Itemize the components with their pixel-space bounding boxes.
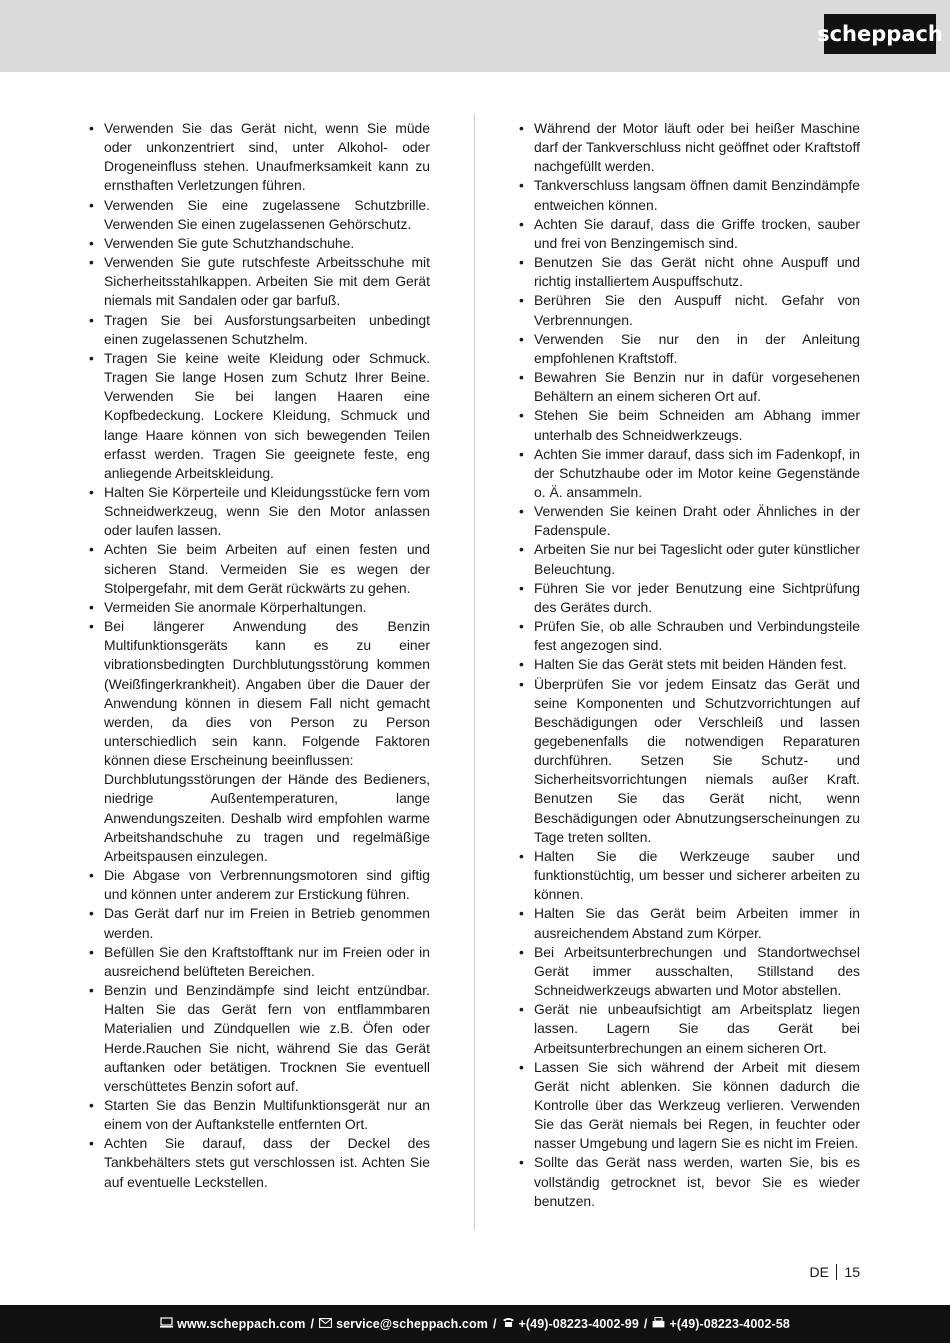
bullet-text: Vermeiden Sie anormale Körperhaltungen. (104, 598, 367, 615)
fax-icon (652, 1317, 665, 1331)
bullet-item (516, 445, 860, 502)
bullet-text: Verwenden Sie das Gerät nicht, wenn Sie müde oder unkonzentriert sind, unter Alkohol- oder Drogeneinfluss stehen. Unaufmerksamkeit kann zu ernsthaften Verletzungen führen. (104, 120, 430, 194)
bullet-text: Verwenden Sie gute Schutzhandschuhe. (104, 234, 355, 251)
bullet-item (86, 196, 430, 234)
bullet-text: Achten Sie immer darauf, dass sich im Fadenkopf, in der Schutzhaube oder im Motor keine Gegenstände o. Ä. ansammeln. (534, 445, 860, 500)
mail-icon (319, 1317, 332, 1331)
bullet-item (86, 311, 430, 349)
bullet-text: Das Gerät darf nur im Freien in Betrieb genommen werden. (104, 905, 430, 941)
bullet-item (516, 1058, 860, 1154)
bullet-text: Bei längerer Anwendung des Benzin Multifunktionsgeräts kann es zu einer vibrationsbedingten Durchblutungsstörung kommen (Weißfingerkrankheit). Angaben über die Dauer der Anwendung können in diesem Fall nicht gemacht werden, da dies von Person zu Person unterschiedlich sein kann. Folgende Faktoren können diese Erscheinung beeinflussen: (104, 618, 430, 769)
svg-text:scheppach: scheppach (817, 22, 943, 46)
bullet-item (86, 904, 430, 942)
bullet-item (86, 119, 430, 196)
bullet-text: Stehen Sie beim Schneiden am Abhang immer unterhalb des Schneidwerkzeugs. (534, 407, 860, 443)
right-bullet-list (516, 119, 860, 1211)
bullet-text: Bewahren Sie Benzin nur in dafür vorgesehenen Behältern an einem sicheren Ort auf. (534, 369, 860, 405)
right-column (516, 119, 860, 1211)
phone-icon (502, 1317, 515, 1331)
bullet-item (86, 866, 430, 904)
bullet-item (516, 176, 860, 214)
bullet-item (86, 981, 430, 1096)
bullet-text: Verwenden Sie keinen Draht oder Ähnliches in der Fadenspule. (534, 503, 860, 539)
bullet-text: Achten Sie darauf, dass der Deckel des Tankbehälters stets gut verschlossen ist. Achten Sie auf eventuelle Leckstellen. (104, 1135, 430, 1190)
bullet-item (516, 675, 860, 847)
footer-email[interactable]: service@scheppach.com (336, 1317, 488, 1331)
footer-contact-bar (0, 1305, 950, 1343)
bullet-item (516, 368, 860, 406)
bullet-text: Befüllen Sie den Kraftstofftank nur im Freien oder in ausreichend belüfteten Bereichen. (104, 943, 430, 979)
page-number (809, 1264, 860, 1280)
bullet-text: Sollte das Gerät nass werden, warten Sie, bis es vollständig getrocknet ist, bevor Sie es wieder benutzen. (534, 1154, 860, 1209)
bullet-item (86, 349, 430, 483)
bullet-text: Prüfen Sie, ob alle Schrauben und Verbindungsteile fest angezogen sind. (534, 618, 860, 654)
footer-separator: / (310, 1317, 315, 1331)
bullet-text: Berühren Sie den Auspuff nicht. Gefahr von Verbrennungen. (534, 292, 860, 328)
bullet-item (516, 1000, 860, 1057)
footer-fax[interactable]: +(49)-08223-4002-58 (669, 1317, 790, 1331)
bullet-item (516, 847, 860, 904)
bullet-item (516, 617, 860, 655)
bullet-text: Halten Sie das Gerät stets mit beiden Händen fest. (534, 656, 847, 673)
bullet-item (86, 1134, 430, 1191)
bullet-item (86, 483, 430, 540)
bullet-text: Achten Sie beim Arbeiten auf einen festen und sicheren Stand. Vermeiden Sie es wegen der Stolpergefahr, mit dem Gerät rückwärts zu gehen. (104, 541, 430, 596)
bullet-item (516, 291, 860, 329)
bullet-item (86, 617, 430, 866)
footer-separator: / (492, 1317, 497, 1331)
bullet-item (86, 943, 430, 981)
bullet-text: Benutzen Sie das Gerät nicht ohne Auspuff und richtig installiertem Auspuffschutz. (534, 254, 860, 290)
bullet-item (516, 253, 860, 291)
bullet-text: Bei Arbeitsunterbrechungen und Standortwechsel Gerät immer ausschalten, Stillstand des Schneidwerkzeugs abwarten und Motor abstellen. (534, 943, 860, 999)
bullet-item (516, 943, 860, 1000)
bullet-text: Halten Sie die Werkzeuge sauber und funktionstüchtig, um besser und sicherer arbeiten zu können. (534, 847, 860, 903)
bullet-item (516, 904, 860, 942)
bullet-item (86, 1096, 430, 1134)
page-language: DE (809, 1264, 829, 1280)
footer-website[interactable]: www.scheppach.com (177, 1317, 306, 1331)
bullet-text: Gerät nie unbeaufsichtigt am Arbeitsplatz liegen lassen. Lagern Sie das Gerät bei Arbeitsunterbrechungen an einem sicheren Ort. (534, 1001, 860, 1056)
scheppach-logo (817, 14, 943, 54)
bullet-item (516, 406, 860, 444)
bullet-item (516, 330, 860, 368)
bullet-text: Tragen Sie bei Ausforstungsarbeiten unbedingt einen zugelassenen Schutzhelm. (104, 311, 430, 347)
bullet-text: Überprüfen Sie vor jedem Einsatz das Gerät und seine Komponenten und Schutzvorrichtungen auf Beschädigungen oder Verschleiß und lassen gegebenenfalls die notwendigen Reparaturen durchführen. Setzen Sie Schutz- und Sicherheitsvorrichtungen niemals außer Kraft. Benutzen Sie das Gerät nicht, wenn Beschädigungen oder Abnutzungserscheinungen zu Tage treten sollten. (534, 675, 860, 845)
bullet-item (516, 119, 860, 176)
bullet-text: Arbeiten Sie nur bei Tageslicht oder guter künstlicher Beleuchtung. (534, 541, 860, 577)
bullet-text: Achten Sie darauf, dass die Griffe trocken, sauber und frei von Benzingemisch sind. (534, 215, 860, 251)
footer-separator: / (643, 1317, 648, 1331)
footer-phone[interactable]: +(49)-08223-4002-99 (518, 1317, 639, 1331)
bullet-text: Benzin und Benzindämpfe sind leicht entzündbar. Halten Sie das Gerät fern von entflammbaren Materialien und Zündquellen wie z.B. Öfen oder Herde.Rauchen Sie nicht, während Sie das Gerät auftanken oder betätigen. Trocknen Sie eventuell verschüttetes Benzin sofort auf. (104, 982, 430, 1094)
bullet-text: Während der Motor läuft oder bei heißer Maschine darf der Tankverschluss nicht geöffnet oder Kraftstoff nachgefüllt werden. (534, 120, 860, 175)
bullet-text: Tragen Sie keine weite Kleidung oder Schmuck. Tragen Sie lange Hosen zum Schutz Ihrer Beine. Verwenden Sie bei langen Haaren eine Kopfbedeckung. Lockere Kleidung, Schmuck und lange Haare können von sich bewegenden Teilen erfasst werden. Tragen Sie geeignete feste, eng anliegende Arbeitskleidung. (104, 349, 430, 481)
bullet-text: Die Abgase von Verbrennungsmotoren sind giftig und können unter anderem zur Erstickung führen. (104, 867, 430, 903)
bullet-text: Lassen Sie sich während der Arbeit mit diesem Gerät nicht ablenken. Sie können dadurch die Kontrolle über das Werkzeug verlieren. Verwenden Sie das Gerät niemals bei Regen, in feuchter oder nasser Umgebung und lagern Sie es nicht im Freien. (534, 1058, 860, 1152)
bullet-item (516, 579, 860, 617)
bullet-item (516, 1153, 860, 1210)
bullet-text: Halten Sie Körperteile und Kleidungsstücke fern vom Schneidwerkzeug, wenn Sie den Motor anlassen oder laufen lassen. (104, 483, 430, 539)
monitor-icon (160, 1317, 173, 1331)
bullet-item (86, 598, 430, 617)
bullet-text: Halten Sie das Gerät beim Arbeiten immer in ausreichendem Abstand zum Körper. (534, 905, 860, 941)
header-band (0, 0, 950, 72)
bullet-text: Durchblutungsstörungen der Hände des Bedieners, niedrige Außentemperaturen, lange Anwendungszeiten. Deshalb wird empfohlen warme Arbeitshandschuhe zu tragen und regelmäßige Arbeitspausen einzulegen. (104, 771, 430, 864)
bullet-item (86, 253, 430, 310)
bullet-item (86, 234, 430, 253)
bullet-text: Verwenden Sie gute rutschfeste Arbeitsschuhe mit Sicherheitsstahlkappen. Arbeiten Sie mit dem Gerät niemals mit Sandalen oder gar barfuß. (104, 254, 430, 309)
bullet-text: Führen Sie vor jeder Benutzung eine Sichtprüfung des Gerätes durch. (534, 579, 860, 615)
bullet-item (516, 655, 860, 674)
page-number-separator (836, 1264, 838, 1280)
bullet-text: Verwenden Sie eine zugelassene Schutzbrille. Verwenden Sie einen zugelassenen Gehörschutz. (104, 196, 430, 232)
column-divider (474, 114, 475, 1230)
left-bullet-list (86, 119, 430, 1192)
bullet-text: Tankverschluss langsam öffnen damit Benzindämpfe entweichen können. (534, 177, 860, 213)
bullet-text: Starten Sie das Benzin Multifunktionsgerät nur an einem von der Auftankstelle entfernten Ort. (104, 1096, 430, 1133)
bullet-item (516, 502, 860, 540)
bullet-item (516, 215, 860, 253)
logo-wordmark (817, 19, 943, 49)
left-column (86, 119, 430, 1192)
bullet-item (516, 540, 860, 578)
bullet-text: Verwenden Sie nur den in der Anleitung empfohlenen Kraftstoff. (534, 330, 860, 366)
page-number-value: 15 (844, 1264, 860, 1280)
bullet-item (86, 540, 430, 597)
